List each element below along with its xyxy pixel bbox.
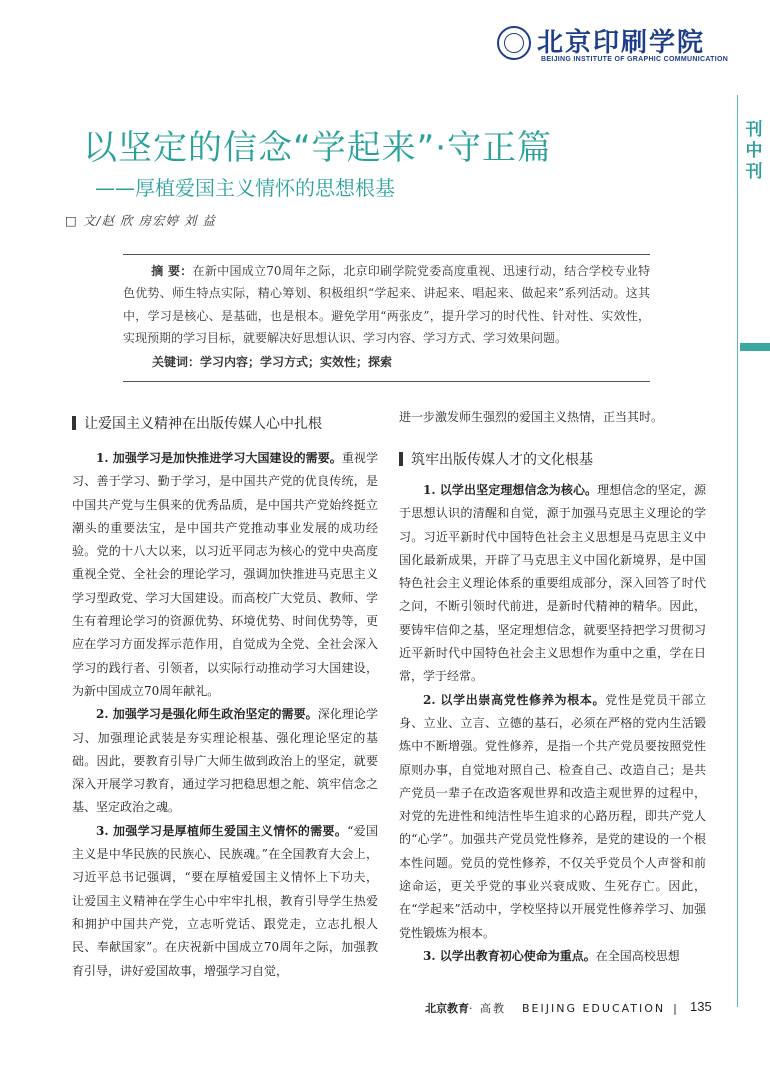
paragraph-lead: 3. 加强学习是厚植师生爱国主义情怀的需要。	[96, 823, 348, 838]
article-subtitle: ——厚植爱国主义情怀的思想根基	[95, 176, 395, 200]
section-title: 筑牢出版传媒人才的文化根基	[411, 452, 593, 468]
margin-marker	[740, 343, 770, 351]
university-name-en: BEIJING INSTITUTE OF GRAPHIC COMMUNICATION	[541, 56, 729, 63]
paragraph	[399, 689, 706, 945]
abstract-text: 在新中国成立70周年之际，北京印刷学院党委高度重视、迅速行动，结合学校专业特色优势、师生特点实际，精心筹划、积极组织“学起来、讲起来、唱起来、做起来”系列活动。这其中，学习是核心、是基础，也是根本。避免学用“两张皮”，提升学习的时代性、针对性、实效性，实现预期的学习目标，就要解决好思想认识、学习内容、学习方式、学习效果问题。	[123, 264, 650, 345]
paragraph-lead: 1. 以学出坚定理想信念为核心。	[423, 483, 598, 497]
university-seal-logo	[497, 26, 531, 60]
section-marker-icon	[72, 416, 76, 430]
right-column	[399, 479, 706, 968]
left-column	[72, 447, 378, 983]
abstract-top-rule	[123, 254, 650, 255]
margin-rule	[737, 95, 738, 1007]
section-marker-icon	[399, 452, 403, 466]
paragraph-text: “爱国主义是中华民族的民族心、民族魂。”在全国教育大会上，习近平总书记强调，“要在厚植爱国主义情怀上下功夫，让爱国主义精神在学生心中牢牢扎根，教育引导学生热爱和拥护中国共产党，立志听党话、跟党走，立志扎根人民、奉献国家”。在庆祝新中国成立70周年之际，加强教育引导，讲好爱国故事，增强学习自觉，	[72, 823, 378, 978]
page-footer: 北京教育· 高教 BEIJING EDUCATION |	[425, 1002, 679, 1015]
paragraph	[72, 703, 378, 819]
paragraph	[72, 820, 378, 983]
paragraph	[399, 479, 706, 689]
article-authors: □ 文/赵 欣 房宏婷 刘 益	[65, 213, 216, 228]
paragraph-text: 在全国高校思想	[595, 948, 680, 963]
footer-magazine: BEIJING EDUCATION	[522, 1002, 666, 1015]
paragraph-lead: 2. 加强学习是强化师生政治坚定的需要。	[96, 707, 318, 722]
keywords	[152, 353, 652, 370]
page-number: 135	[690, 999, 712, 1014]
paragraph	[72, 447, 378, 703]
article-title: 以坚定的信念“学起来”·守正篇	[83, 128, 553, 168]
paragraph-text: 深化理论学习、加强理论武装是夯实理论根基、强化理论坚定的基础。因此，要教育引导广大师生做到政治上的坚定，就要深入开展学习教育，通过学习把稳思想之舵、筑牢信念之基、坚定政治之魂。	[72, 707, 378, 815]
paragraph-text: 进一步激发师生强烈的爱国主义热情，正当其时。	[399, 410, 664, 424]
footer-brand: 北京教育	[425, 1002, 469, 1015]
paragraph-lead: 1. 加强学习是加快推进学习大国建设的需要。	[96, 451, 342, 465]
paragraph-text: 理想信念的坚定，源于思想认识的清醒和自觉，源于加强马克思主义理论的学习。习近平新时代中国特色社会主义思想是马克思主义中国化最新成果，开辟了马克思主义中国化新境界，是中国特色社会主义理论体系的重要组成部分，深入回答了时代之问，不断引领时代前进，是新时代精神的精华。因此，要铸牢信仰之基，坚定理想信念，就要坚持把学习贯彻习近平新时代中国特色社会主义思想作为重中之重，学在日常，学于经常。	[399, 483, 706, 684]
paragraph	[399, 945, 706, 968]
section-heading-1	[72, 413, 322, 433]
abstract-label: 摘 要：	[151, 264, 193, 278]
university-name-cn: 北京印刷学院	[537, 28, 706, 58]
footer-section: · 高教	[469, 1002, 506, 1015]
column-tag: 刊中刊	[745, 120, 763, 182]
abstract	[123, 260, 650, 349]
keywords-label: 关键词：	[152, 355, 201, 369]
section-heading-2	[399, 449, 593, 469]
keywords-text: 学习内容；学习方式；实效性；探索	[200, 355, 393, 369]
paragraph-text: 重视学习、善于学习、勤于学习，是中国共产党的优良传统，是中国共产党与生俱来的优秀品质，是中国共产党始终挺立潮头的重要法宝，是中国共产党推动事业发展的成功经验。党的十八大以来，以习近平同志为核心的党中央高度重视全党、全社会的理论学习，强调加快推进马克思主义学习型政党、学习大国建设。而高校广大党员、教师、学生有着理论学习的资源优势、环境优势、时间优势等，更应在学习方面发挥示范作用，自觉成为全党、全社会深入学习的践行者、引领者，以实际行动推动学习大国建设，为新中国成立70周年献礼。	[72, 451, 378, 698]
paragraph-text: 党性是党员干部立身、立业、立言、立德的基石，必须在严格的党内生活锻炼中不断增强。党性修养，是指一个共产党员要按照党性原则办事，自觉地对照自己、检查自己、改造自己；是共产党员一辈子在改造客观世界和改造主观世界的过程中，对党的先进性和纯洁性毕生追求的心路历程，即共产党人的“心学”。加强共产党员党性修养，是党的建设的一个根本性问题。党员的党性修养，不仅关乎党员个人声誉和前途命运，更关乎党的事业兴衰成败、生死存亡。因此，在“学起来”活动中，学校坚持以开展党性修养学习、加强党性锻炼为根本。	[399, 692, 706, 940]
right-column-continuation	[399, 406, 706, 429]
section-title: 让爱国主义精神在出版传媒人心中扎根	[84, 416, 322, 432]
paragraph-lead: 2. 以学出崇高党性修养为根本。	[423, 692, 606, 707]
paragraph-lead: 3. 以学出教育初心使命为重点。	[423, 948, 596, 963]
abstract-bottom-rule	[123, 381, 650, 382]
